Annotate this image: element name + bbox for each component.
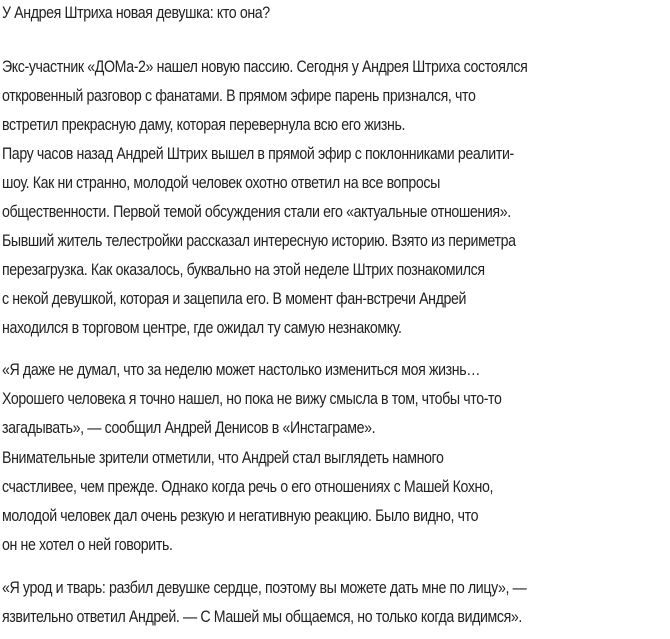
text-line: Бывший житель телестройки рассказал интересную историю. Взято из периметра: [2, 232, 516, 250]
paragraph-6-quote: [2, 574, 612, 632]
paragraph-1: [2, 53, 613, 140]
text-line: он не хотел о ней говорить.: [2, 536, 173, 554]
paragraph-4-quote: [2, 356, 583, 443]
text-line: откровенный разговор с фанатами. В прямом эфире парень признался, что: [2, 87, 476, 105]
paragraph-3: [2, 227, 599, 343]
paragraph-5: [2, 444, 573, 560]
text-line: Хорошего человека я точно нашел, но пока не вижу смысла в том, чтобы что-то: [2, 390, 502, 408]
paragraph-2: [2, 140, 597, 227]
text-line: Экс-участник «ДОМа-2» нашел новую пассию. Сегодня у Андрея Штриха состоялся: [2, 58, 528, 76]
text-line: с некой девушкой, которая и зацепила его. В момент фан-встречи Андрей: [2, 290, 467, 308]
text-line: «Я даже не думал, что за неделю может настолько измениться моя жизнь…: [2, 361, 480, 379]
text-line: загадывать», — сообщил Андрей Денисов в «Инстаграме».: [2, 419, 376, 437]
text-line: Пару часов назад Андрей Штрих вышел в прямой эфир с поклонниками реалити-: [2, 145, 514, 163]
text-line: молодой человек дал очень резкую и негативную реакцию. Было видно, что: [2, 507, 479, 525]
text-line: счастливее, чем прежде. Однако когда речь о его отношениях с Машей Кохно,: [2, 478, 494, 496]
text-line: общественности. Первой темой обсуждения стали его «актуальные отношения».: [2, 203, 511, 221]
text-line: находился в торговом центре, где ожидал ту самую незнакомку.: [2, 319, 402, 337]
text-line: язвительно ответил Андрей. — С Машей мы общаемся, но только когда видимся».: [2, 608, 522, 626]
text-line: шоу. Как ни странно, молодой человек охотно ответил на все вопросы: [2, 174, 440, 192]
text-line: Внимательные зрители отметили, что Андрей стал выглядеть намного: [2, 449, 444, 467]
text-line: встретил прекрасную даму, которая перевернула всю его жизнь.: [2, 116, 406, 134]
text-line: «Я урод и тварь: разбил девушке сердце, поэтому вы можете дать мне по лицу», —: [2, 579, 527, 597]
article-title: У Андрея Штриха новая девушка: кто она?: [2, 4, 270, 22]
text-line: перезагрузка. Как оказалось, буквально на этой неделе Штрих познакомился: [2, 261, 485, 279]
